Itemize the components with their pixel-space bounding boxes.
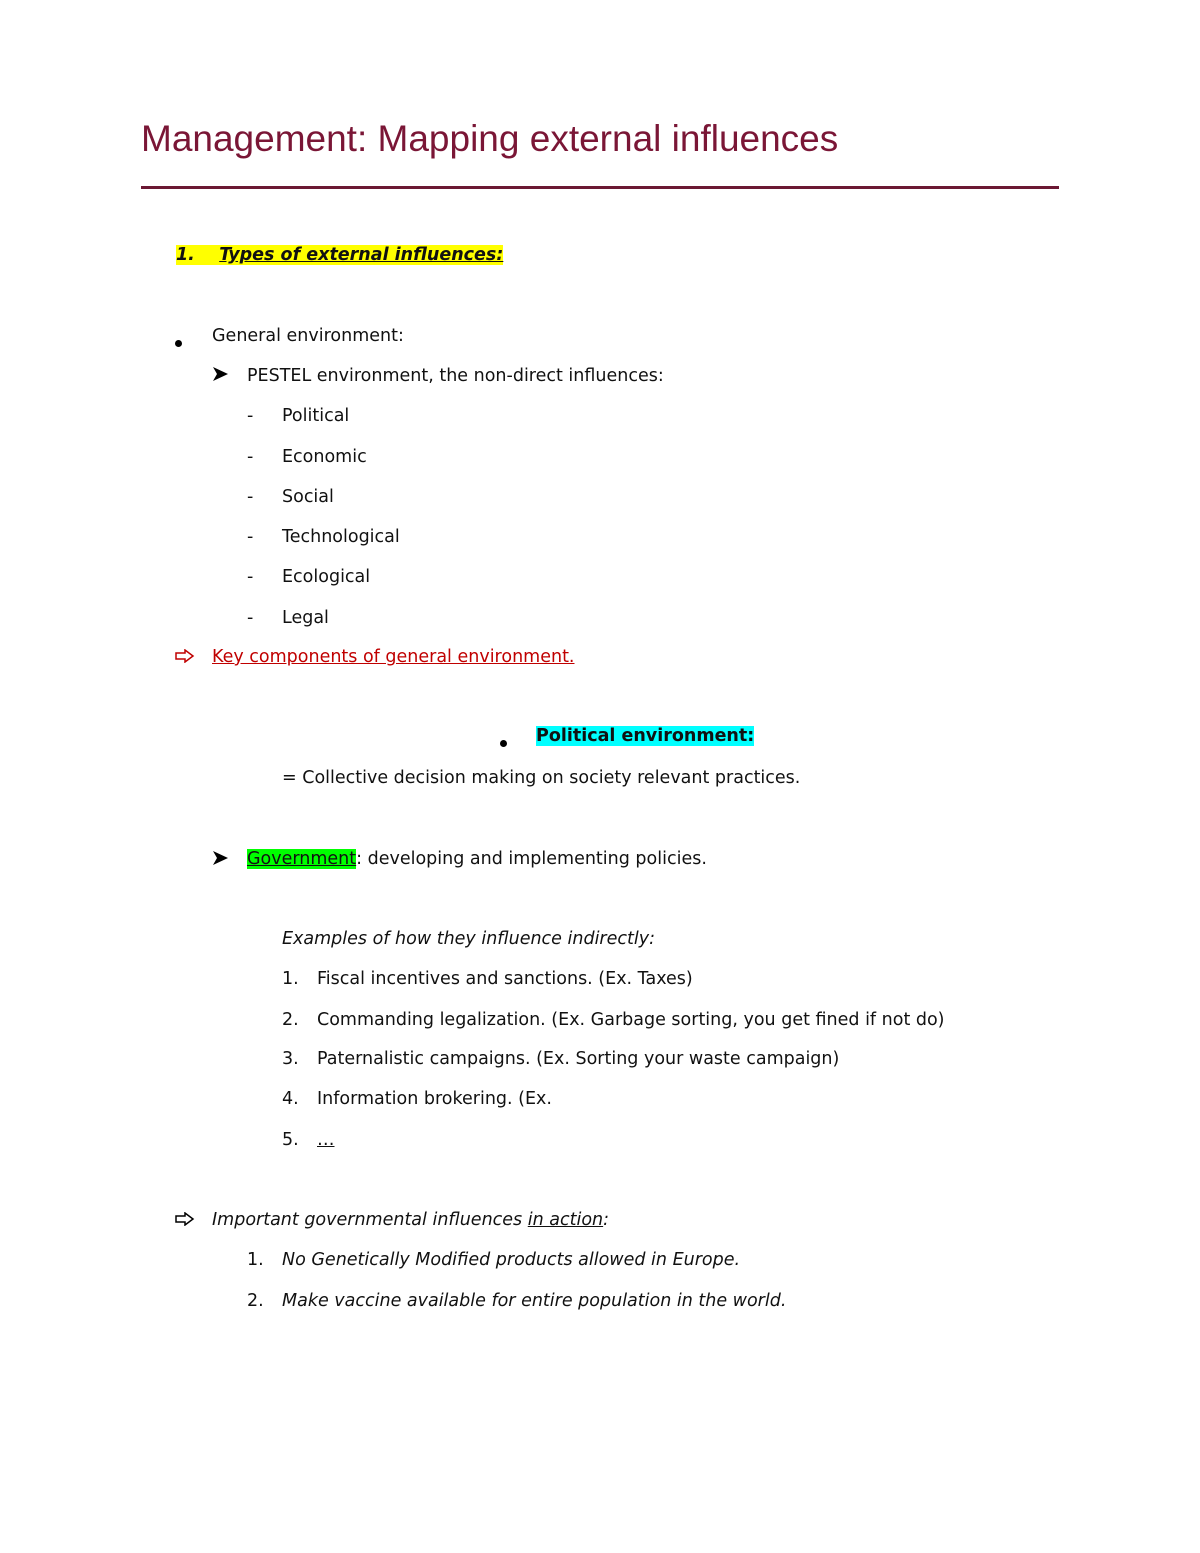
general-environment-label: General environment: (212, 326, 404, 346)
section-number: 1. (176, 245, 195, 265)
example-number: 1. (282, 969, 299, 989)
important-underlined: in action (527, 1210, 604, 1230)
arrowhead-bullet-icon (212, 366, 230, 386)
example-item: Commanding legalization. (Ex. Garbage sorting, you get fined if not do) (317, 1010, 945, 1030)
example-item: Paternalistic campaigns. (Ex. Sorting your waste campaign) (317, 1049, 840, 1069)
political-definition: = Collective decision making on society relevant practices. (282, 768, 801, 788)
outlined-arrow-icon (175, 648, 195, 667)
important-text: Important governmental influences (212, 1210, 528, 1230)
government-text: : developing and implementing policies. (356, 849, 707, 869)
examples-intro: Examples of how they influence indirectly: (282, 929, 655, 949)
page-title: Management: Mapping external influences (141, 118, 839, 159)
bullet-dot-icon (500, 732, 507, 751)
important-item: Make vaccine available for entire population in the world. (282, 1291, 787, 1311)
arrowhead-bullet-icon (212, 850, 230, 870)
dash-marker: - (247, 487, 254, 507)
outlined-arrow-icon (175, 1211, 195, 1230)
pestel-item-ecological: Ecological (282, 567, 371, 587)
example-number: 2. (282, 1010, 299, 1030)
key-components-link[interactable]: Key components of general environment. (212, 647, 575, 667)
title-divider (141, 186, 1059, 189)
pestel-item-political: Political (282, 406, 350, 426)
important-number: 1. (247, 1250, 264, 1270)
dash-marker: - (247, 406, 254, 426)
government-line (247, 848, 707, 870)
example-item: … (317, 1130, 335, 1150)
important-item: No Genetically Modified products allowed in Europe. (282, 1250, 741, 1270)
dash-marker: - (247, 567, 254, 587)
dash-marker: - (247, 527, 254, 547)
pestel-intro: PESTEL environment, the non-direct influences: (247, 366, 664, 386)
important-number: 2. (247, 1291, 264, 1311)
bullet-dot-icon (175, 332, 182, 351)
important-colon: : (603, 1210, 610, 1230)
example-item: Information brokering. (Ex. (317, 1089, 552, 1109)
example-item: Fiscal incentives and sanctions. (Ex. Taxes) (317, 969, 693, 989)
dash-marker: - (247, 447, 254, 467)
example-number: 3. (282, 1049, 299, 1069)
political-heading (536, 725, 754, 747)
government-label: Government (247, 849, 357, 869)
example-number: 4. (282, 1089, 299, 1109)
dash-marker: - (247, 608, 254, 628)
pestel-item-social: Social (282, 487, 334, 507)
section-title: Types of external influences: (219, 245, 504, 265)
pestel-item-legal: Legal (282, 608, 329, 628)
political-heading-text: Political environment: (536, 726, 755, 746)
important-influences-heading (212, 1209, 609, 1231)
example-number: 5. (282, 1130, 299, 1150)
section-heading (176, 244, 503, 266)
pestel-item-technological: Technological (282, 527, 400, 547)
pestel-item-economic: Economic (282, 447, 367, 467)
